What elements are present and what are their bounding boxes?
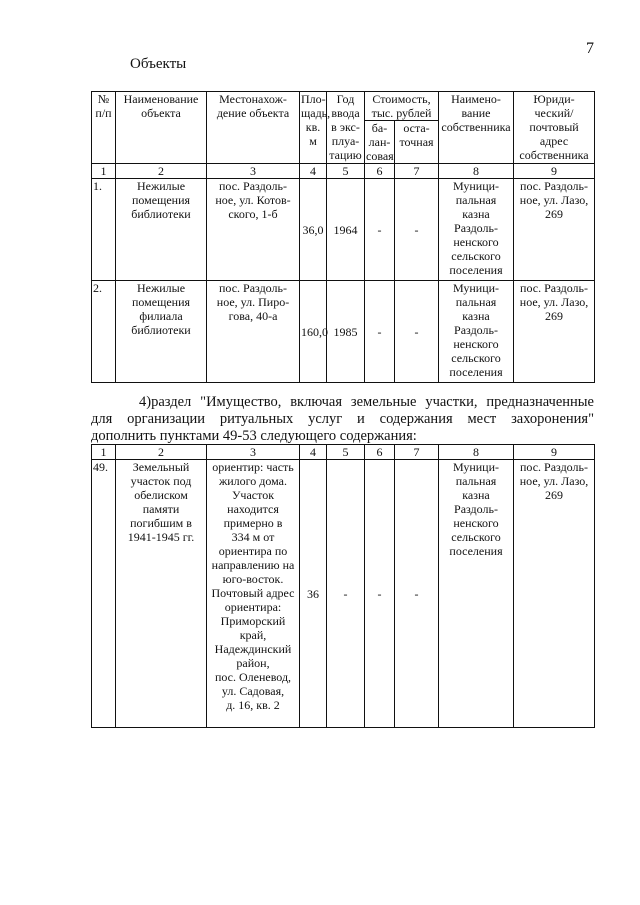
- header-cell: Пло- щадь, кв. м: [300, 92, 327, 164]
- column-number: 5: [327, 445, 365, 460]
- table-cell: -: [365, 179, 395, 281]
- column-number: 9: [514, 445, 595, 460]
- table-cell: -: [395, 460, 439, 728]
- table-cell: -: [327, 460, 365, 728]
- header-cell: ба- лан- совая: [366, 121, 394, 163]
- column-number: 3: [207, 445, 300, 460]
- column-number: 7: [395, 164, 439, 179]
- column-number: 1: [92, 164, 116, 179]
- header-cell: Наименование объекта: [116, 92, 207, 164]
- table-row: [92, 179, 595, 281]
- table-cell: 2.: [92, 281, 116, 383]
- table-cell: -: [365, 281, 395, 383]
- paragraph-line: для организации ритуальных услуг и содержания мест захоронения": [91, 411, 594, 427]
- header-cell: Местонахож- дение объекта: [207, 92, 300, 164]
- table-cell: 36,0: [300, 179, 327, 281]
- column-number: 2: [116, 445, 207, 460]
- objects-table: [91, 91, 595, 383]
- amendment-paragraph: [91, 394, 594, 445]
- table-cell: Муници- пальная казна Раздоль- ненского сельского поселения: [439, 179, 514, 281]
- table-cell: ориентир: часть жилого дома. Участок находится примерно в 334 м от ориентира по направлению на юго-восток. Почтовый адрес ориентира: Приморский край, Надеждинский район, пос. Оленевод, ул. Садовая, д. 16, кв. 2: [207, 460, 300, 728]
- page-number: 7: [586, 40, 594, 57]
- table-cell: Нежилые помещения библиотеки: [116, 179, 207, 281]
- column-number-row: [92, 445, 595, 460]
- table-cell: 36: [300, 460, 327, 728]
- column-number: 8: [439, 445, 514, 460]
- column-number: 1: [92, 445, 116, 460]
- header-cell: Юриди- ческий/ почтовый адрес собственника: [514, 92, 595, 164]
- header-cell: Стоимость, тыс. рублей: [365, 92, 439, 121]
- column-number: 8: [439, 164, 514, 179]
- header-cell: Год ввода в экс- плуа- тацию: [327, 92, 365, 164]
- table-row: [92, 460, 595, 728]
- table-cell: Муници- пальная казна Раздоль- ненского сельского поселения: [439, 281, 514, 383]
- paragraph-line: 4)раздел "Имущество, включая земельные участки, предназначенные: [139, 394, 594, 410]
- column-number: 9: [514, 164, 595, 179]
- column-number-row: [92, 164, 595, 179]
- table-cell: 1985: [327, 281, 365, 383]
- column-number: 4: [300, 164, 327, 179]
- table-cell: Нежилые помещения филиала библиотеки: [116, 281, 207, 383]
- column-number: 3: [207, 164, 300, 179]
- burial-objects-table: [91, 444, 595, 728]
- table-cell: Муници- пальная казна Раздоль- ненского сельского поселения: [439, 460, 514, 728]
- table-cell: 49.: [92, 460, 116, 728]
- table-cell: 160,0: [300, 281, 327, 383]
- table-cell: пос. Раздоль- ное, ул. Котов- ского, 1-б: [207, 179, 300, 281]
- column-number: 6: [365, 445, 395, 460]
- table-cell: 1964: [327, 179, 365, 281]
- table-cell: 1.: [92, 179, 116, 281]
- column-number: 4: [300, 445, 327, 460]
- table-cell: пос. Раздоль- ное, ул. Лазо, 269: [514, 460, 595, 728]
- table-cell: пос. Раздоль- ное, ул. Пиро- гова, 40-а: [207, 281, 300, 383]
- table-cell: -: [395, 179, 439, 281]
- table-cell: -: [395, 281, 439, 383]
- column-number: 2: [116, 164, 207, 179]
- table-cell: пос. Раздоль- ное, ул. Лазо, 269: [514, 179, 595, 281]
- column-number: 7: [395, 445, 439, 460]
- paragraph-line: дополнить пунктами 49-53 следующего содержания:: [91, 428, 417, 444]
- column-number: 6: [365, 164, 395, 179]
- section-heading: Объекты: [130, 56, 187, 72]
- column-number: 5: [327, 164, 365, 179]
- header-cell: № п/п: [92, 92, 116, 164]
- table-cell: Земельный участок под обелиском памяти погибшим в 1941-1945 гг.: [116, 460, 207, 728]
- table-cell: пос. Раздоль- ное, ул. Лазо, 269: [514, 281, 595, 383]
- header-cell: оста- точная: [395, 121, 439, 164]
- table-row: [92, 281, 595, 383]
- table-cell: -: [365, 460, 395, 728]
- table-header-row: [92, 92, 595, 121]
- header-cell: Наимено- вание собственника: [439, 92, 514, 164]
